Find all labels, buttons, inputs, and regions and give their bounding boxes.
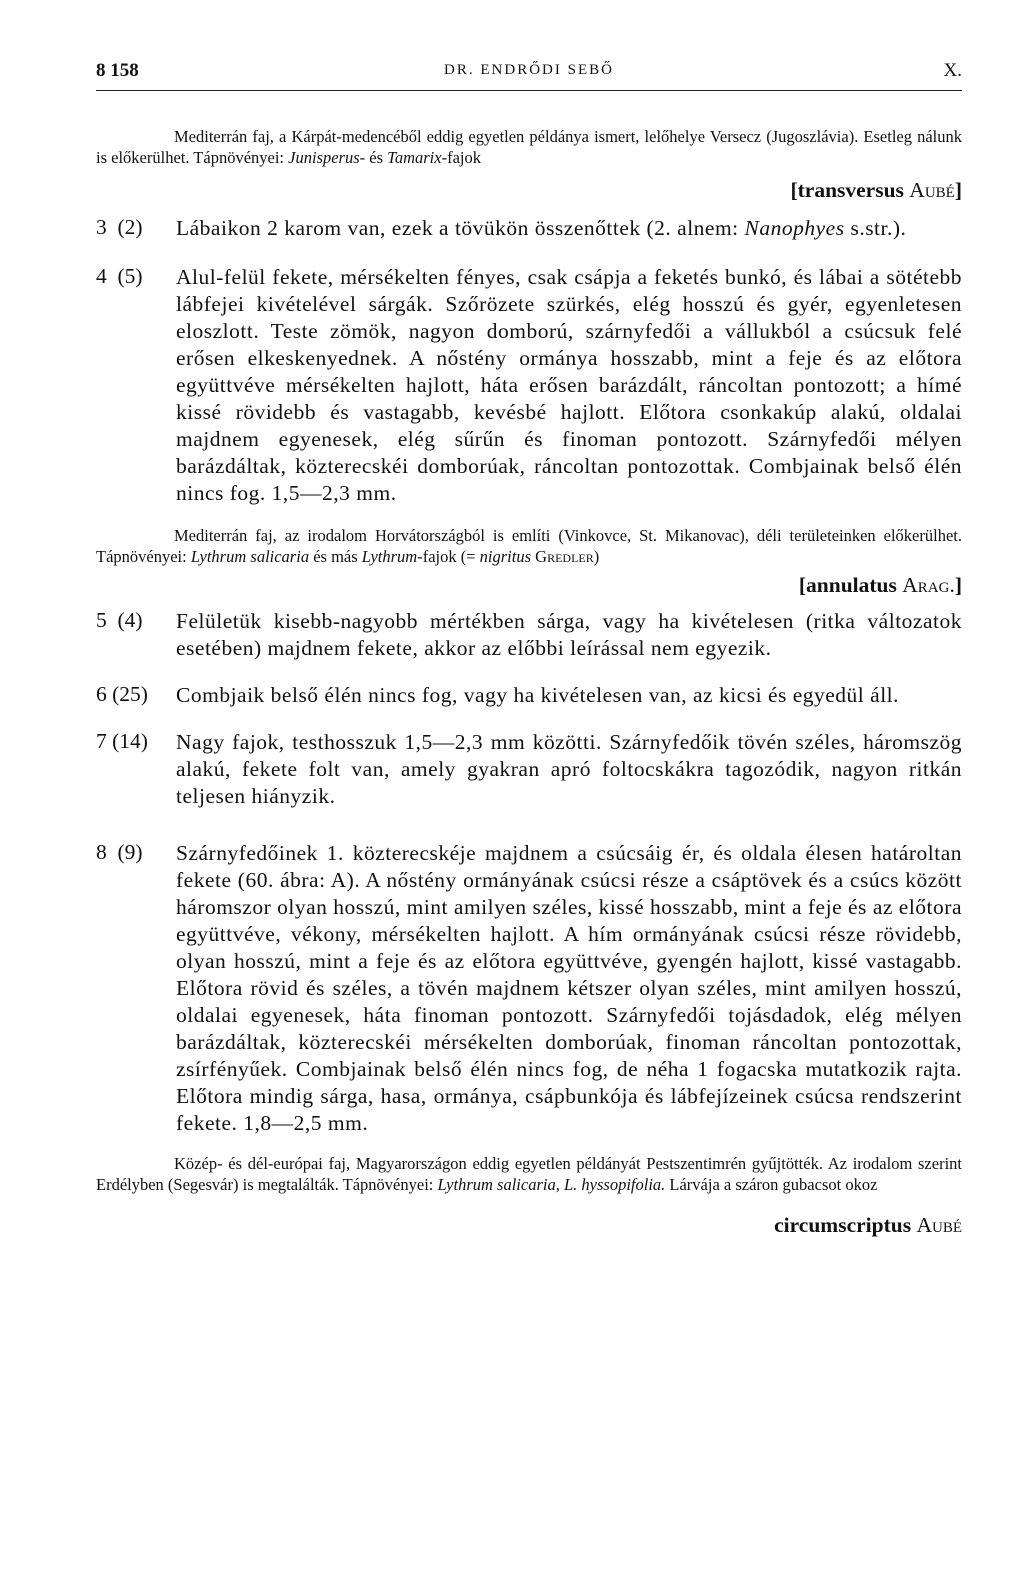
couplet-text: Alul-felül fekete, mérsékelten fényes, csak csápja a feketés bunkó, és lábai a sötétebb lábfejei kivételével sárgák. Szőrözete szürkés, elég hosszú és gyér, egyenletesen eloszlott. Teste zömök, nagyon domború, szárnyfedői a vállukból a csúcsuk felé erősen elkeskenyednek. A nőstény ormánya hosszabb, mint a feje és az előtora együttvéve mérsékelten hajlott, háta erősen barázdált, ráncoltan pontozott; a hímé kissé rövidebb és vastagabb, kevésbé hajlott. Előtora csonkakúp alakú, oldalai majdnem egyenesek, elég sűrűn és finoman pontozott. Szárnyfedői mélyen barázdáltak, közterecskéi domborúak, ráncoltan pontozottak. Combjainak belső élén nincs fog. 1,5—2,3 mm. [176, 265, 962, 505]
species-name: [transversus Aubé] [790, 178, 962, 202]
couplet-number: 4 (5) [96, 264, 143, 288]
distribution-note: Mediterrán faj, a Kárpát-medencéből eddig egyetlen példánya ismert, lelőhelye Versecz (Jugoszlávia). Esetleg nálunk is előkerülhet. Tápnövényei: Junisperus- és Tamarix-fajok [96, 127, 962, 167]
couplet-text: Lábaikon 2 karom van, ezek a tövükön összenőttek (2. alnem: Nanophyes s.str.). [176, 216, 907, 240]
page [96, 60, 962, 1238]
page-number: 8 158 [96, 60, 139, 81]
couplet-text: Nagy fajok, testhosszuk 1,5—2,3 mm közötti. Szárnyfedőik tövén széles, háromszög alakú, fekete folt van, amely gyakran apró foltocskákra tagozódik, nagyon ritkán teljesen hiányzik. [176, 730, 962, 808]
couplet-text: Combjaik belső élén nincs fog, vagy ha kivételesen van, az kicsi és egyedül áll. [176, 683, 900, 707]
key-entry-7 [96, 729, 962, 810]
distribution-note: Közép- és dél-európai faj, Magyarországon eddig egyetlen példányát Pestszentimrén gyűjtötték. Az irodalom szerint Erdélyben (Segesvár) is megtalálták. Tápnövényei: Lythrum salicaria, L. hyssopifolia. Lárvája a száron gubacsot okoz [96, 1154, 962, 1194]
key-entry-6 [96, 682, 962, 709]
key-entry-3 [96, 215, 962, 242]
header-rule [96, 90, 962, 91]
couplet-number: 5 (4) [96, 608, 143, 632]
couplet-number: 3 (2) [96, 215, 143, 239]
running-header [96, 60, 962, 88]
couplet-text: Felületük kisebb-nagyobb mértékben sárga, vagy ha kivételesen (ritka változatok esetében) majdnem fekete, akkor az előbbi leírással nem egyezik. [176, 609, 962, 660]
intro-note [96, 126, 962, 203]
note-4 [96, 525, 962, 598]
key-entry-5 [96, 608, 962, 662]
section-number: X. [943, 60, 962, 81]
species-name: circumscriptus Aubé [774, 1213, 962, 1237]
couplet-number: 8 (9) [96, 840, 143, 864]
couplet-number: 6 (25) [96, 682, 148, 706]
couplet-number: 7 (14) [96, 729, 148, 753]
note-8 [96, 1153, 962, 1238]
key-entry-8 [96, 840, 962, 1137]
key-entry-4 [96, 264, 962, 507]
running-head-author: DR. ENDRŐDI SEBŐ [444, 62, 614, 78]
species-name: [annulatus Arag.] [798, 573, 962, 597]
couplet-text: Szárnyfedőinek 1. közterecskéje majdnem a csúcsáig ér, és oldala élesen határoltan fekete (60. ábra: A). A nőstény ormányának csúcsi része a csáptövek és a csúcs között háromszor olyan hosszú, mint amilyen széles, kissé hosszabb, mint a feje és az előtora együttvéve, vékony, mérsékelten hajlott. A hím ormányának csúcsi része rövidebb, olyan hosszú, mint a feje és az előtora együttvéve, gyengén hajlott, kissé vastagabb. Előtora rövid és széles, a tövén majdnem kétszer olyan széles, mint amilyen hosszú, oldalai egyenesek, háta finoman pontozott. Szárnyfedői tojásdadok, elég mélyen barázdáltak, közterecskéi mérsékelten domborúak, finoman ráncoltan pontozottak, zsírfényűek. Combjainak belső élén nincs fog, de néha 1 fogacska mutatkozik rajta. Előtora mindig sárga, hasa, ormánya, csápbunkója és lábfejízeinek csúcsa rendszerint fekete. 1,8—2,5 mm. [176, 841, 962, 1135]
distribution-note: Mediterrán faj, az irodalom Horvátországból is említi (Vinkovce, St. Mikanovac), déli területeinken előkerülhet. Tápnövényei: Lythrum salicaria és más Lythrum-fajok (= nigritus Gredler) [96, 526, 962, 566]
